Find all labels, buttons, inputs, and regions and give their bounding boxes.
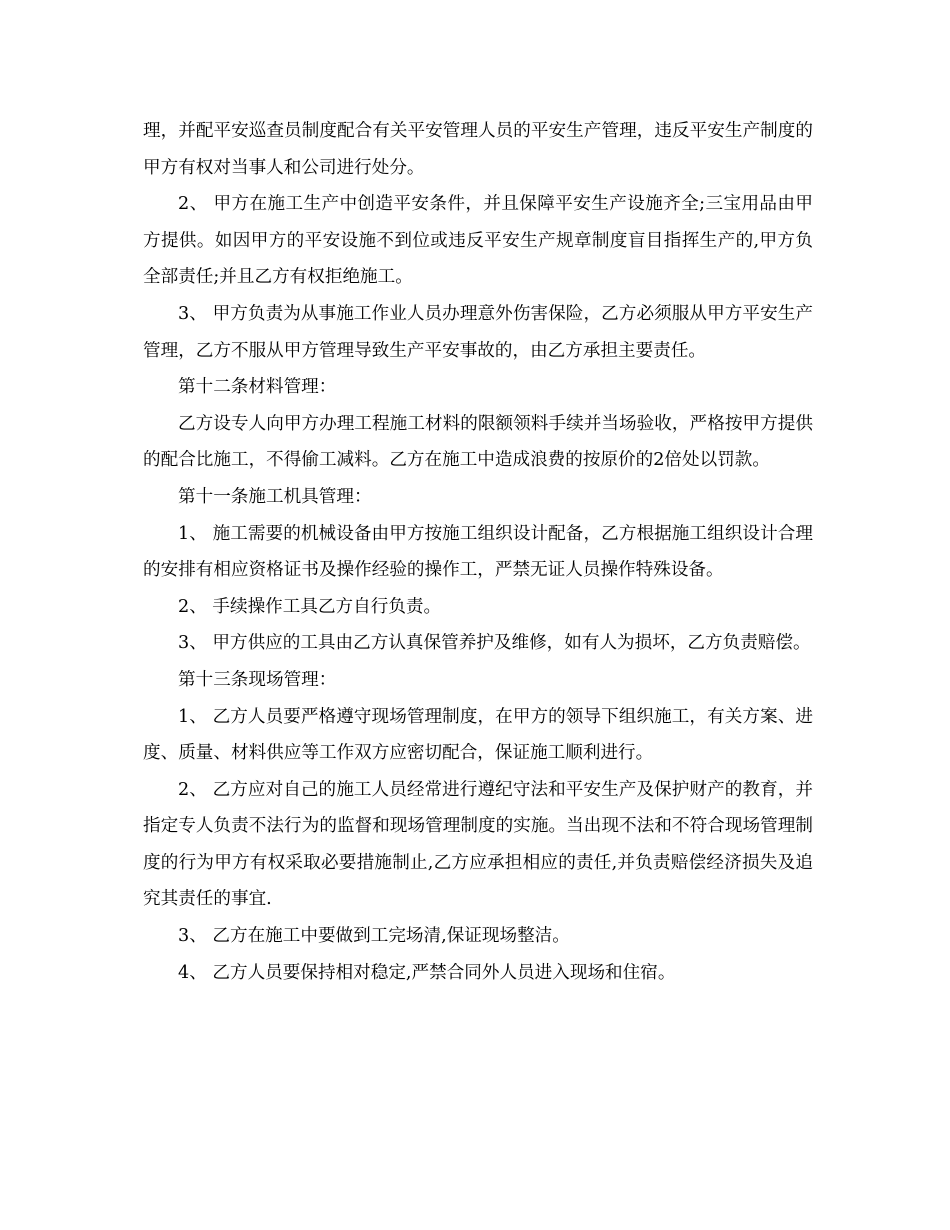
paragraph-2: 2、 甲方在施工生产中创造平安条件，并且保障平安生产设施齐全;三宝用品由甲方提供。如因甲方的平安设施不到位或违反平安生产规章制度盲目指挥生产的,甲方负全部责任;并且乙方有权拒绝施工。: [143, 194, 813, 288]
section-heading-site: 第十三条现场管理：: [178, 669, 337, 690]
paragraph-1: 理，并配平安巡查员制度配合有关平安管理人员的平安生产管理，违反平安生产制度的甲方有权对当事人和公司进行处分。: [143, 121, 813, 178]
paragraph-9: 3、 甲方供应的工具由乙方认真保管养护及维修，如有人为损坏，乙方负责赔偿。: [178, 633, 811, 654]
document-body: [143, 113, 813, 991]
section-heading-equipment: 第十一条施工机具管理：: [178, 486, 372, 507]
paragraph-5: 乙方设专人向甲方办理工程施工材料的限额领料手续并当场验收，严格按甲方提供的配合比施工，不得偷工减料。乙方在施工中造成浪费的按原价的2倍处以罚款。: [143, 413, 813, 471]
paragraph-13: 3、 乙方在施工中要做到工完场清,保证现场整洁。: [178, 926, 570, 947]
paragraph-11: 1、 乙方人员要严格遵守现场管理制度，在甲方的领导下组织施工，有关方案、进度、质量、材料供应等工作双方应密切配合，保证施工顺利进行。: [143, 706, 813, 764]
section-heading-materials: 第十二条材料管理：: [178, 377, 337, 398]
paragraph-14: 4、 乙方人员要保持相对稳定,严禁合同外人员进入现场和住宿。: [178, 962, 676, 983]
paragraph-7: 1、 施工需要的机械设备由甲方按施工组织设计配备，乙方根据施工组织设计合理的安排有相应资格证书及操作经验的操作工，严禁无证人员操作特殊设备。: [143, 523, 813, 581]
paragraph-8: 2、 手续操作工具乙方自行负责。: [178, 596, 442, 617]
paragraph-12: 2、 乙方应对自己的施工人员经常进行遵纪守法和平安生产及保护财产的教育，并指定专人负责不法行为的监督和现场管理制度的实施。当出现不法和不符合现场管理制度的行为甲方有权采取必要措施制止,乙方应承担相应的责任,并负责赔偿经济损失及追究其责任的事宜.: [143, 779, 813, 910]
paragraph-3: 3、 甲方负责为从事施工作业人员办理意外伤害保险，乙方必须服从甲方平安生产管理，乙方不服从甲方管理导致生产平安事故的，由乙方承担主要责任。: [143, 303, 813, 361]
